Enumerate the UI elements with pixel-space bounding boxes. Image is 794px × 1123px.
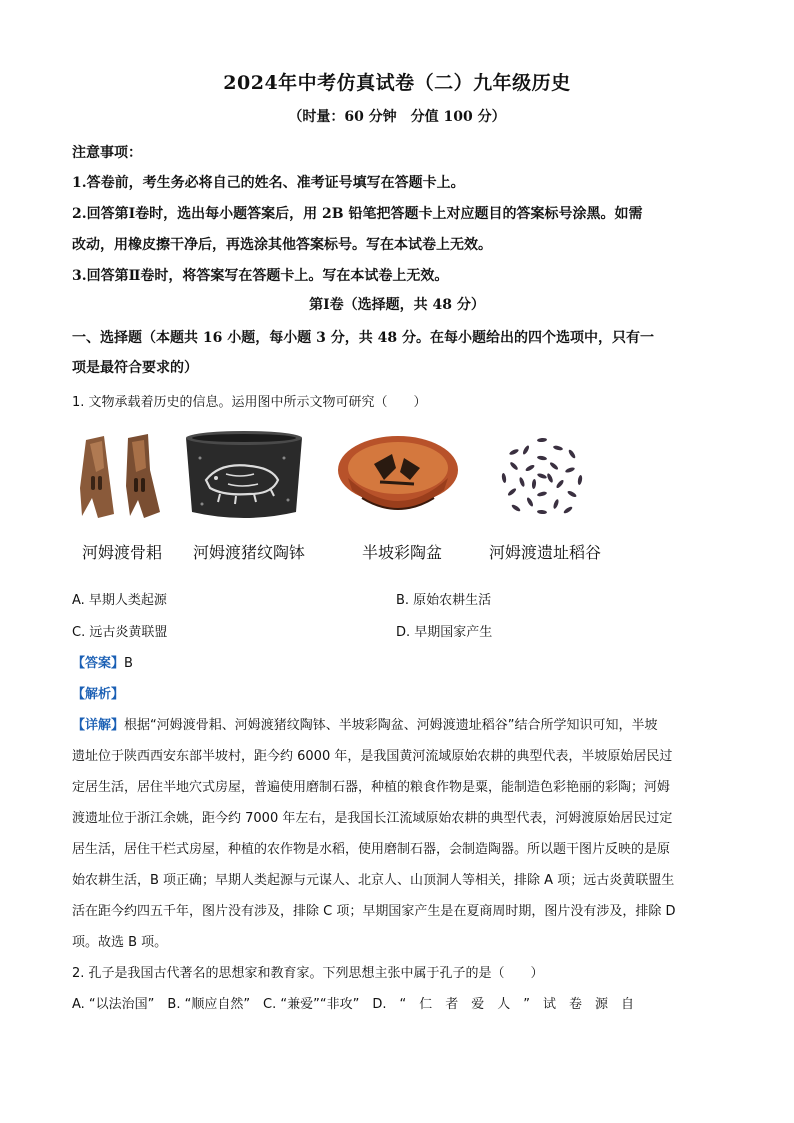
section-instruction-line-2: 项是最符合要求的） (72, 360, 198, 376)
answer-value: B (124, 656, 133, 671)
notice-item-2-line-1: 2.回答第Ⅰ卷时，选出每小题答案后，用 2B 铅笔把答题卡上对应题目的答案标号涂黑。如需 (72, 206, 643, 222)
section-title: 第Ⅰ卷（选择题，共 48 分） (309, 297, 485, 313)
notice-item-2-line-2: 改动，用橡皮擦干净后，再选涂其他答案标号。写在本试卷上无效。 (72, 237, 492, 253)
detail-line-1 (72, 714, 722, 733)
exam-title: 2024年中考仿真试卷（二）九年级历史 (223, 72, 571, 94)
detail-tag: 【详解】 (72, 718, 125, 733)
rice-grains-image (486, 428, 598, 524)
detail-line-7: 活在距今约四五千年，图片没有涉及，排除 C 项；早期国家产生是在夏商周时期，图片没有涉及，排除 D (72, 904, 676, 919)
answer-tag: 【答案】 (72, 656, 125, 671)
notice-item-3: 3.回答第Ⅱ卷时，将答案写在答题卡上。写在本试卷上无效。 (72, 268, 449, 284)
caption-pig-bowl: 河姆渡猪纹陶钵 (193, 543, 306, 562)
caption-rice-grains: 河姆渡遗址稻谷 (489, 543, 602, 562)
question-1-stem: 1. 文物承载着历史的信息。运用图中所示文物可研究（ ） (72, 395, 427, 410)
caption-bone-plough: 河姆渡骨耜 (82, 543, 163, 562)
bone-plough-image (78, 428, 170, 524)
detail-line-8: 项。故选 B 项。 (72, 935, 168, 950)
analysis-tag: 【解析】 (72, 687, 125, 702)
pig-pattern-bowl-image (180, 428, 308, 524)
question-1-artifact-images (72, 428, 632, 528)
analysis-line (72, 683, 722, 702)
option-a: A. 早期人类起源 (72, 593, 167, 608)
notice-heading: 注意事项： (72, 145, 142, 161)
question-2-stem: 2. 孔子是我国古代著名的思想家和教育家。下列思想主张中属于孔子的是（ ） (72, 966, 544, 981)
caption-painted-basin: 半坡彩陶盆 (362, 543, 443, 562)
option-d: D. 早期国家产生 (396, 625, 493, 640)
detail-line-3: 定居生活，居住半地穴式房屋，普遍使用磨制石器，种植的粮食作物是粟，能制造色彩艳丽的彩陶；河姆 (72, 780, 671, 795)
notice-item-1: 1.答卷前，考生务必将自己的姓名、准考证号填写在答题卡上。 (72, 175, 465, 191)
detail-line-2: 遗址位于陕西西安东部半坡村，距今约 6000 年，是我国黄河流域原始农耕的典型代表，半坡原始居民过 (72, 749, 673, 764)
answer-line (72, 652, 722, 671)
option-b: B. 原始农耕生活 (396, 593, 492, 608)
question-2-options: A. “以法治国” B. “顺应自然” C. “兼爱”“非攻” D. “ 仁 者 爱 人 ” 试 卷 源 自 (72, 997, 634, 1012)
detail-line-6: 始农耕生活，B 项正确；早期人类起源与元谋人、北京人、山顶洞人等相关，排除 A 项；远古炎黄联盟生 (72, 873, 675, 888)
exam-subtitle: （时量：60 分钟 分值 100 分） (288, 109, 506, 125)
section-instruction-line-1: 一、选择题（本题共 16 小题，每小题 3 分，共 48 分。在每小题给出的四个选项中，只有一 (72, 330, 654, 346)
painted-pottery-basin-image (334, 428, 462, 524)
detail-line-4: 渡遗址位于浙江余姚，距今约 7000 年左右，是我国长江流域原始农耕的典型代表，河姆渡原始居民过定 (72, 811, 673, 826)
detail-line-5: 居生活，居住干栏式房屋，种植的农作物是水稻，使用磨制石器，会制造陶器。所以题干图片反映的是原 (72, 842, 671, 857)
detail-text-1: 根据“河姆渡骨耜、河姆渡猪纹陶钵、半坡彩陶盆、河姆渡遗址稻谷”结合所学知识可知，半坡 (124, 718, 658, 733)
option-c: C. 远古炎黄联盟 (72, 625, 168, 640)
